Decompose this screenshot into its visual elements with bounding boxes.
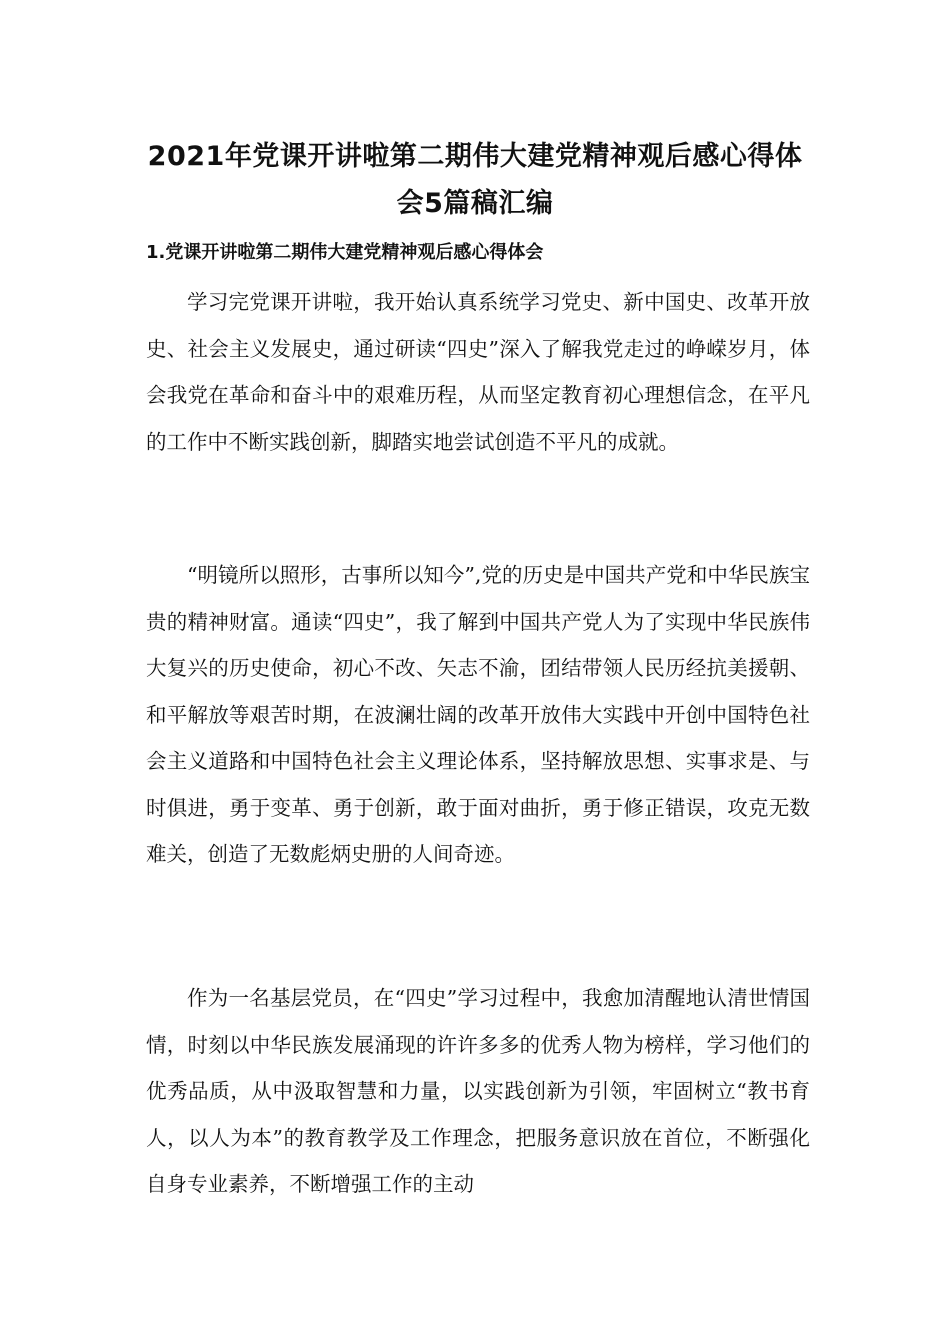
section-heading: 1.党课开讲啦第二期伟大建党精神观后感心得体会 — [146, 242, 544, 263]
body-paragraph-2: “明镜所以照形，古事所以知今”,党的历史是中国共产党和中华民族宝贵的精神财富。通读“四史”，我了解到中国共产党人为了实现中华民族伟大复兴的历史使命，初心不改、矢志不渝，团结带领人民历经抗美援朝、和平解放等艰苦时期，在波澜壮阔的改革开放伟大实践中开创中国特色社会主义道路和中国特色社会主义理论体系，坚持解放思想、实事求是、与时俱进，勇于变革、勇于创新，敢于面对曲折，勇于修正错误，攻克无数难关，创造了无数彪炳史册的人间奇迹。 — [146, 563, 810, 866]
document-title: 2021年党课开讲啦第二期伟大建党精神观后感心得体会5篇稿汇编 — [147, 141, 803, 219]
body-paragraph-3: 作为一名基层党员，在“四史”学习过程中，我愈加清醒地认清世情国情，时刻以中华民族发展涌现的许许多多的优秀人物为榜样，学习他们的优秀品质，从中汲取智慧和力量，以实践创新为引领，牢固树立“教书育人，以人为本”的教育教学及工作理念，把服务意识放在首位，不断强化自身专业素养，不断增强工作的主动 — [146, 986, 810, 1196]
body-paragraph-1: 学习完党课开讲啦，我开始认真系统学习党史、新中国史、改革开放史、社会主义发展史，通过研读“四史”深入了解我党走过的峥嵘岁月，体会我党在革命和奋斗中的艰难历程，从而坚定教育初心理想信念，在平凡的工作中不断实践创新，脚踏实地尝试创造不平凡的成就。 — [146, 290, 810, 454]
